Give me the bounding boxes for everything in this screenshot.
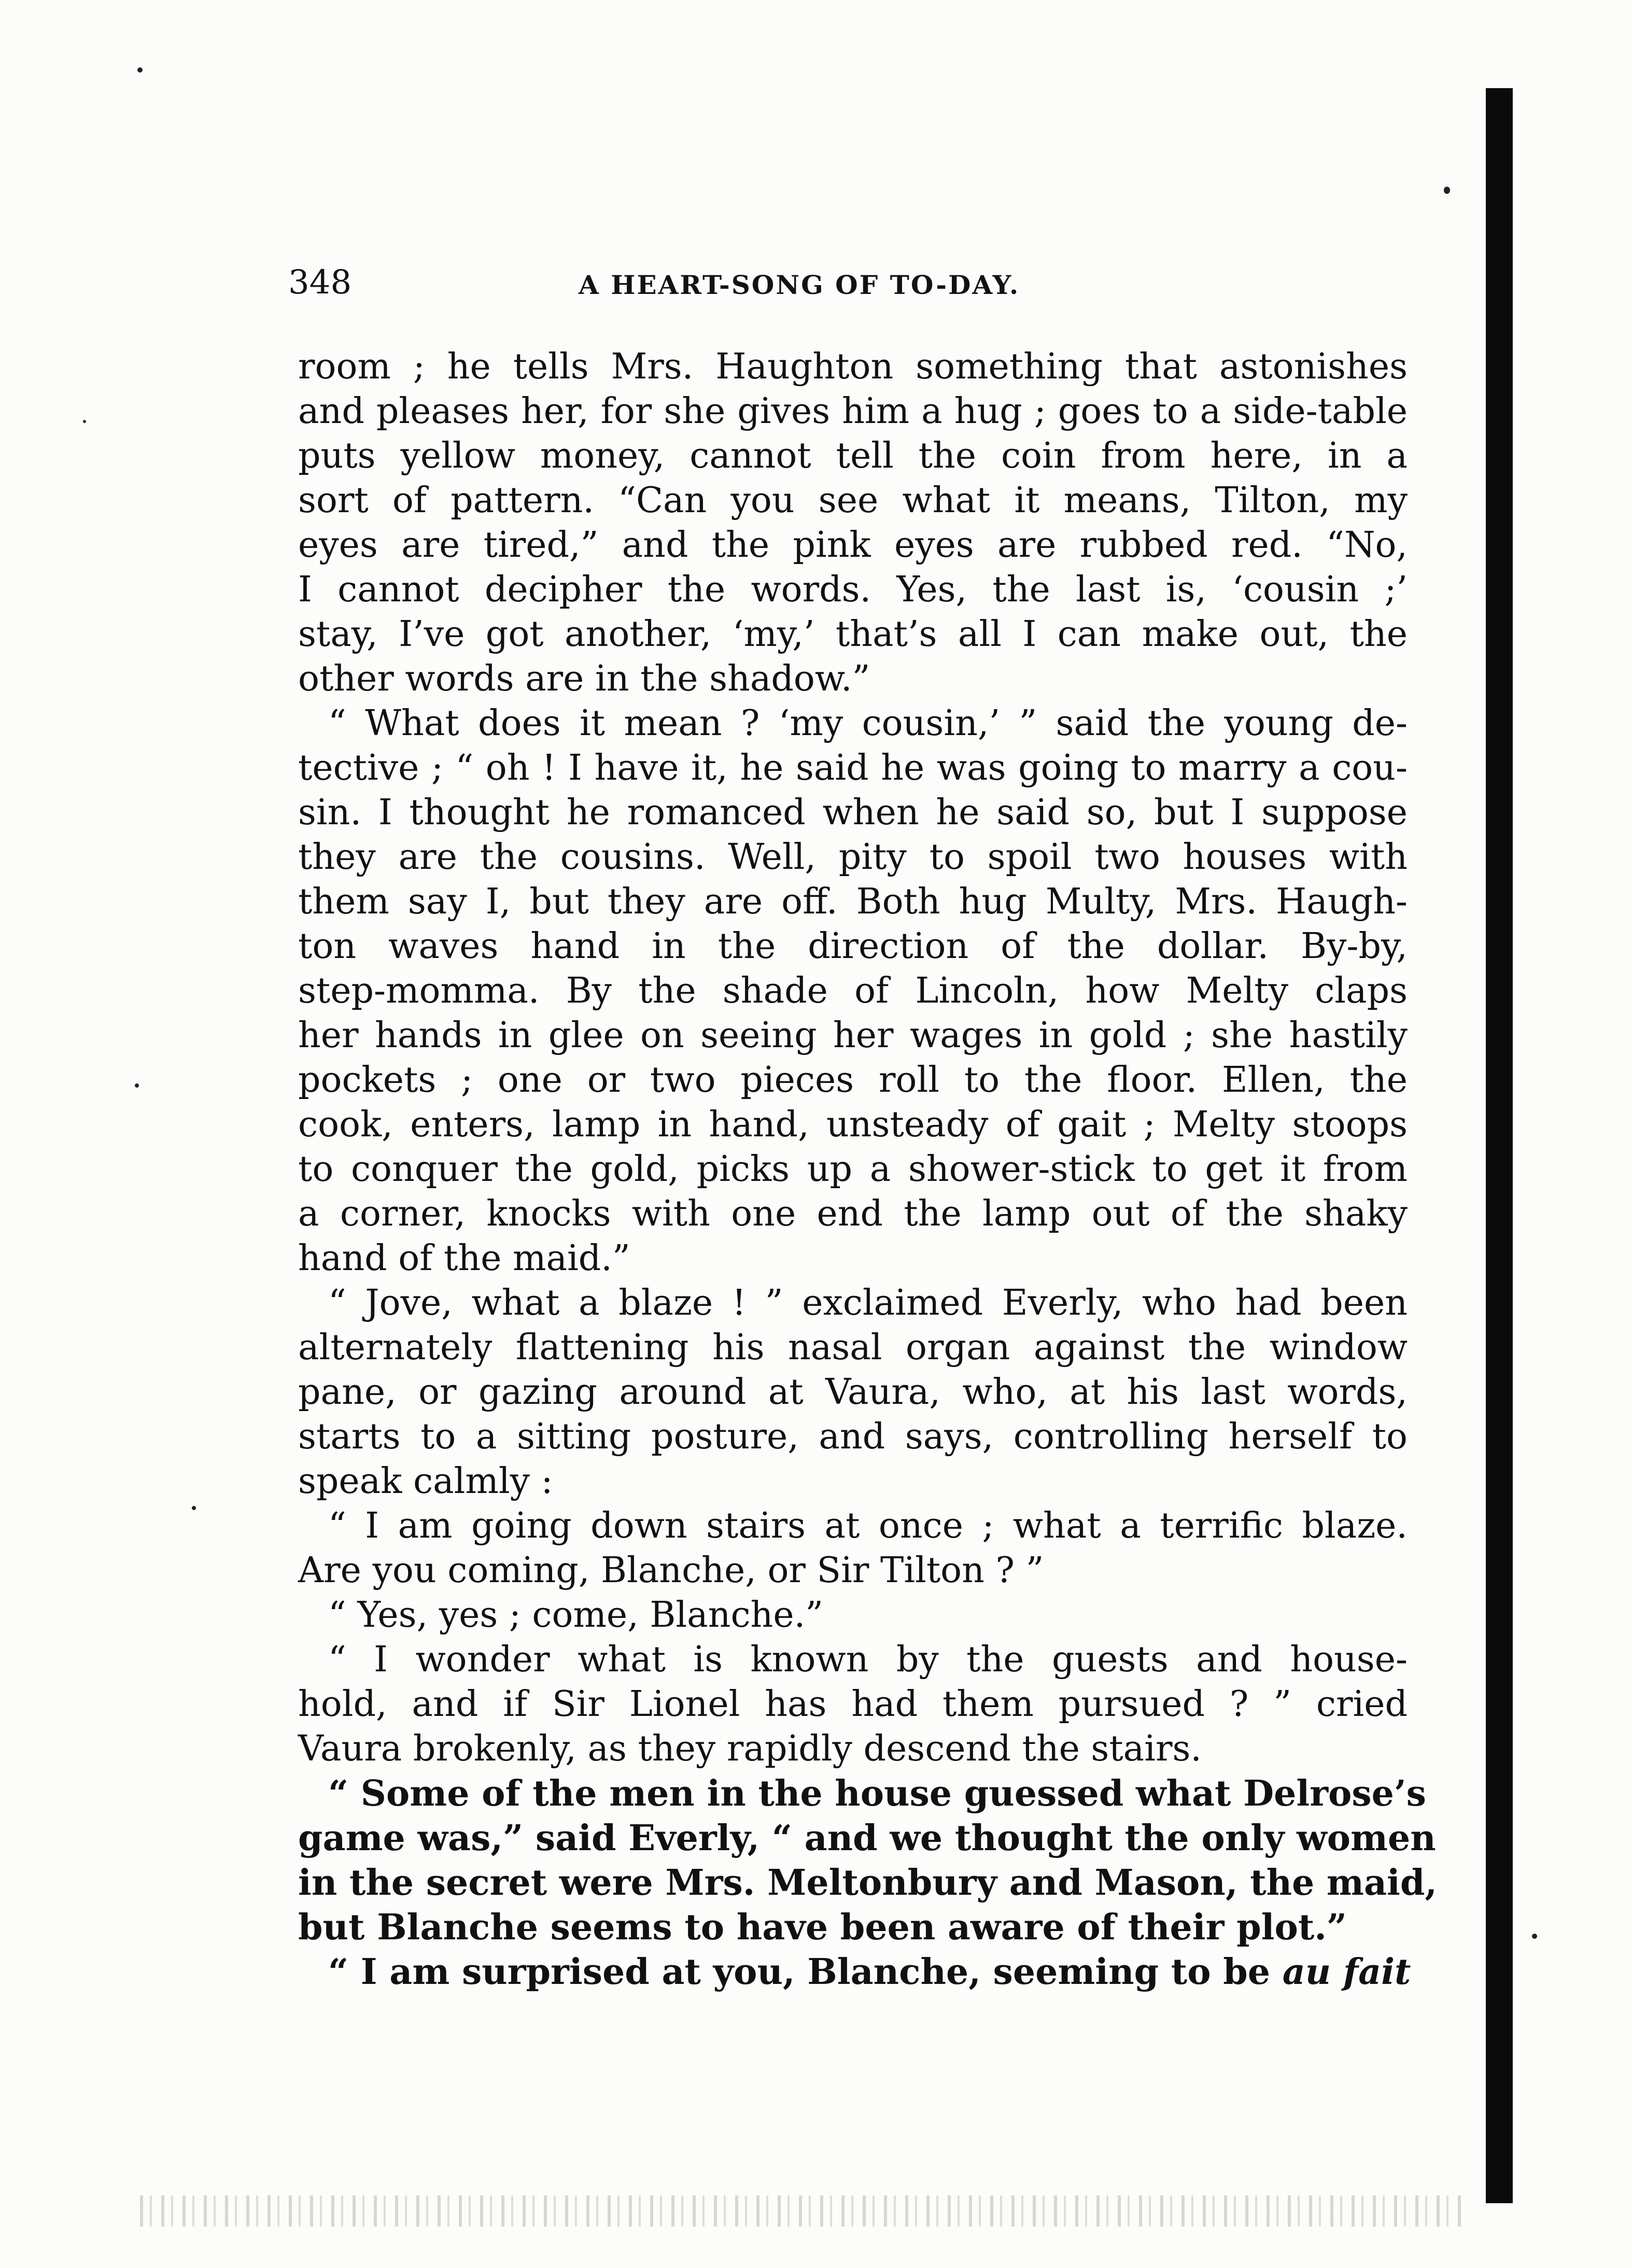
running-title: A HEART-SONG OF TO-DAY. xyxy=(579,270,1020,300)
text-line: “ Some of the men in the house guessed what Delrose’s xyxy=(328,1773,1426,1814)
text-line: hand of the maid.” xyxy=(298,1238,630,1279)
text-line: stay, I’ve got another, ‘my,’ that’s all I can make out, the xyxy=(298,614,1408,655)
text-line: cook, enters, lamp in hand, unsteady of gait ; Melty stoops xyxy=(298,1104,1408,1145)
text-line: pane, or gazing around at Vaura, who, at his last words, xyxy=(298,1372,1408,1413)
paragraph xyxy=(298,701,1408,1281)
scan-edge-shadow xyxy=(1486,88,1513,2203)
text-line: sort of pattern. “Can you see what it means, Tilton, my xyxy=(298,480,1408,521)
paragraph xyxy=(298,345,1408,701)
scan-speck xyxy=(83,420,86,423)
text-line: them say I, but they are off. Both hug Multy, Mrs. Haugh- xyxy=(298,881,1408,922)
text-line: step-momma. By the shade of Lincoln, how Melty claps xyxy=(298,970,1408,1011)
paragraph xyxy=(298,1638,1408,1771)
page-number: 348 xyxy=(288,263,352,302)
scan-speck xyxy=(192,1506,196,1510)
paragraph xyxy=(298,1593,1408,1638)
text-line: “ Yes, yes ; come, Blanche.” xyxy=(328,1595,823,1636)
text-line: Are you coming, Blanche, or Sir Tilton ? ” xyxy=(298,1550,1044,1591)
paragraph xyxy=(298,1950,1411,1994)
text-line: “ I am surprised at you, Blanche, seeming to be xyxy=(328,1951,1271,1993)
text-line: other words are in the shadow.” xyxy=(298,658,870,699)
text-line: room ; he tells Mrs. Haughton something that astonishes xyxy=(298,346,1408,387)
text-line: eyes are tired,” and the pink eyes are rubbed red. “No, xyxy=(298,525,1408,566)
bottom-scan-noise xyxy=(140,2195,1467,2227)
text-line: alternately flattening his nasal organ against the window xyxy=(298,1327,1408,1368)
text-line: puts yellow money, cannot tell the coin from here, in a xyxy=(298,435,1408,476)
page-header xyxy=(288,259,1118,306)
text-line: “ Jove, what a blaze ! ” exclaimed Everly, who had been xyxy=(328,1283,1408,1323)
text-line: “ I wonder what is known by the guests and house- xyxy=(328,1639,1408,1680)
text-line: in the secret were Mrs. Meltonbury and Mason, the maid, xyxy=(298,1862,1438,1904)
text-line: hold, and if Sir Lionel has had them pursued ? ” cried xyxy=(298,1684,1408,1725)
paragraph xyxy=(298,1504,1408,1593)
scan-speck xyxy=(137,67,143,73)
text-line: au fait xyxy=(1282,1951,1411,1993)
text-line: to conquer the gold, picks up a shower-stick to get it from xyxy=(298,1149,1408,1190)
text-line: a corner, knocks with one end the lamp out of the shaky xyxy=(298,1193,1408,1234)
text-line: “ What does it mean ? ‘my cousin,’ ” said the young de- xyxy=(328,703,1408,744)
text-line: they are the cousins. Well, pity to spoil two houses with xyxy=(298,837,1408,878)
text-line: Vaura brokenly, as they rapidly descend the stairs. xyxy=(298,1728,1202,1769)
text-line: pockets ; one or two pieces roll to the floor. Ellen, the xyxy=(298,1060,1408,1101)
body-text xyxy=(298,345,1438,1994)
scan-speck xyxy=(1532,1934,1537,1939)
text-line: starts to a sitting posture, and says, controlling herself to xyxy=(298,1416,1408,1457)
text-line: “ I am going down stairs at once ; what a terrific blaze. xyxy=(328,1505,1408,1546)
text-line: I cannot decipher the words. Yes, the last is, ‘cousin ;’ xyxy=(298,569,1408,610)
paragraph xyxy=(298,1771,1438,1950)
paragraph xyxy=(298,1281,1408,1504)
text-line: game was,” said Everly, “ and we thought the only women xyxy=(298,1818,1436,1859)
text-line: and pleases her, for she gives him a hug ; goes to a side-table xyxy=(298,391,1408,432)
text-line: sin. I thought he romanced when he said so, but I suppose xyxy=(298,792,1408,833)
scan-speck xyxy=(135,1083,139,1088)
text-line: speak calmly : xyxy=(298,1461,553,1502)
text-line: tective ; “ oh ! I have it, he said he was going to marry a cou- xyxy=(298,748,1408,788)
text-line: but Blanche seems to have been aware of their plot.” xyxy=(298,1907,1347,1948)
text-line: her hands in glee on seeing her wages in gold ; she hastily xyxy=(298,1015,1408,1056)
scan-speck xyxy=(1444,187,1450,194)
text-line: ton waves hand in the direction of the dollar. By-by, xyxy=(298,926,1408,967)
